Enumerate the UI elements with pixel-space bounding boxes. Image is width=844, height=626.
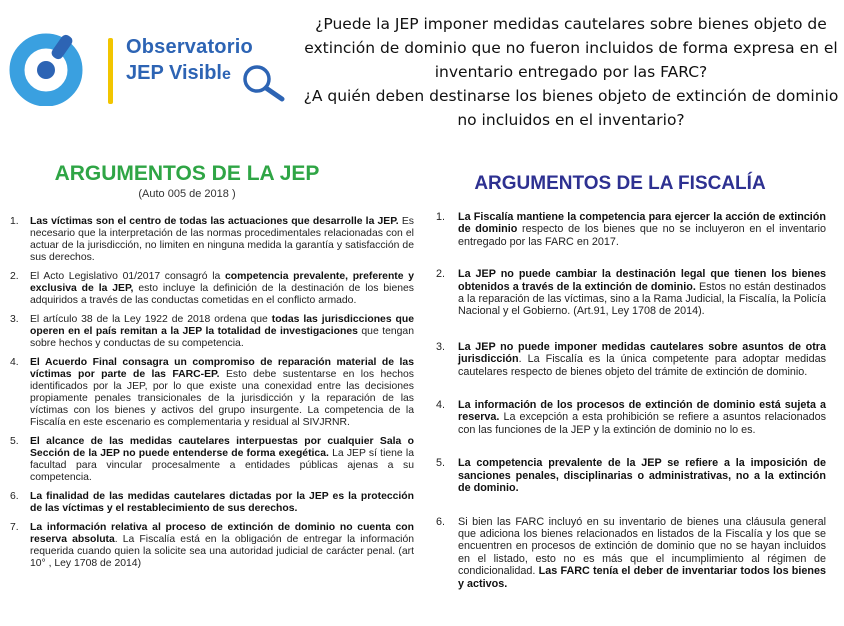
- logo-divider: [108, 38, 113, 104]
- list-item: 3. La JEP no puede imponer medidas cautelares sobre asuntos de otra jurisdicción. La Fiscalía es la única competente para adoptar medidas cautelares respecto de bienes objeto del trámite de extinción de dominio.: [436, 340, 826, 378]
- observatorio-logo: [8, 12, 293, 104]
- list-item: 6. La finalidad de las medidas cautelares dictadas por la JEP es la protección de las víctimas y el restablecimiento de sus derechos.: [10, 491, 414, 514]
- magnifier-icon: [240, 62, 290, 102]
- list-item: 2. El Acto Legislativo 01/2017 consagró la competencia prevalente, preferente y exclusiva de la JEP, esto incluye la definición de la destinación de los bienes adquiridos a través de las conductas cometidas en el conflicto armado.: [10, 271, 415, 306]
- list-item: 3. El artículo 38 de la Ley 1922 de 2018 ordena que todas las jurisdicciones que operen en el país remitan a la JEP la totalidad de investigaciones que tengan sobre hechos y conductas de su competencia.: [10, 314, 414, 349]
- list-item: 4. La información de los procesos de extinción de dominio está sujeta a reserva. La excepción a esta prohibición se refiere a asuntos relacionados con las funciones de la JEP y la extinción de dominio no lo es.: [436, 399, 826, 436]
- jep-arguments-subtitle: (Auto 005 de 2018 ): [138, 188, 236, 200]
- fiscalia-arguments-list: [436, 211, 826, 590]
- list-item: 6. Si bien las FARC incluyó en su inventario de bienes una cláusula general que adiciona los bienes relacionados en listados de la Fiscalía y los que se encuentren en procesos de extinción de dominio que no se hayan incluidos en el listado, esto no es más que el incumplimiento al régimen de condicionalidad. Las FARC tenía el deber de inventariar todos los bienes y activos.: [436, 515, 826, 590]
- question-1: ¿Puede la JEP imponer medidas cautelares sobre bienes objeto de extinción de dominio que no fueron incluidos de forma expresa en el inventario entregado por las FARC?: [304, 15, 838, 81]
- list-item: 1. Las víctimas son el centro de todas las actuaciones que desarrolle la JEP. Es necesario que la interpretación de las normas procedimentales relacionadas con el actuar de la jurisdicción, no limiten en ninguna medida la garantía y satisfacción de sus derechos.: [10, 216, 414, 263]
- logo-text-observatorio: Observatorio: [126, 36, 253, 58]
- list-item: 2. La JEP no puede cambiar la destinación legal que tienen los bienes obtenidos a través de la extinción de dominio. Estos no están destinados a la reparación de las víctimas, sino a la Rama Judicial, la Fiscalía, la Policía Nacional y el Gobierno. (Art.91, Ley 1708 de 2014).: [436, 268, 826, 318]
- jep-arguments-list: [10, 216, 414, 577]
- logo-text-e: e: [222, 66, 231, 83]
- list-item: 5. El alcance de las medidas cautelares interpuestas por cualquier Sala o Sección de la JEP no puede entenderse de forma exegética. La JEP sí tiene la facultad para vincular procesalmente a entidades públicas ajenas a su competencia.: [10, 436, 414, 483]
- list-item: 7. La información relativa al proceso de extinción de dominio no cuenta con reserva absoluta. La Fiscalía está en la obligación de entregar la información requerida cuando quien la solicite sea una autoridad judicial de carácter penal. (art 10° , Ley 1708 de 2014): [10, 522, 415, 569]
- list-item: 5. La competencia prevalente de la JEP se refiere a la imposición de sanciones penales, disciplinarias o administrativas, no a la extinción de dominio.: [436, 457, 826, 495]
- logo-ring-icon: [8, 30, 84, 106]
- logo-text-jep-visible: JEP Visible: [126, 62, 231, 84]
- question-2: ¿A quién deben destinarse los bienes objeto de extinción de dominio no incluidos en el inventario?: [303, 87, 839, 129]
- central-questions: [300, 12, 842, 132]
- list-item: 1. La Fiscalía mantiene la competencia para ejercer la acción de extinción de dominio respecto de los bienes que no se incluyeron en el inventario entregado por las FARC en 2017.: [436, 211, 826, 248]
- fiscalia-arguments-title: ARGUMENTOS DE LA FISCALÍA: [474, 173, 766, 194]
- list-item: 4. El Acuerdo Final consagra un compromiso de reparación material de las víctimas por parte de las FARC-EP. Esto debe sustentarse en los hechos identificados por la JEP, por lo que existe una conexidad entre las decisiones propiamente penales transicionales de la jurisdicción y la reparación de las víctimas con los bienes y activos del grupo insurgente. La competencia de la Fiscalía en este escenario es complementaria y residual al SIVJRNR.: [10, 357, 415, 428]
- jep-arguments-title: ARGUMENTOS DE LA JEP: [54, 162, 320, 185]
